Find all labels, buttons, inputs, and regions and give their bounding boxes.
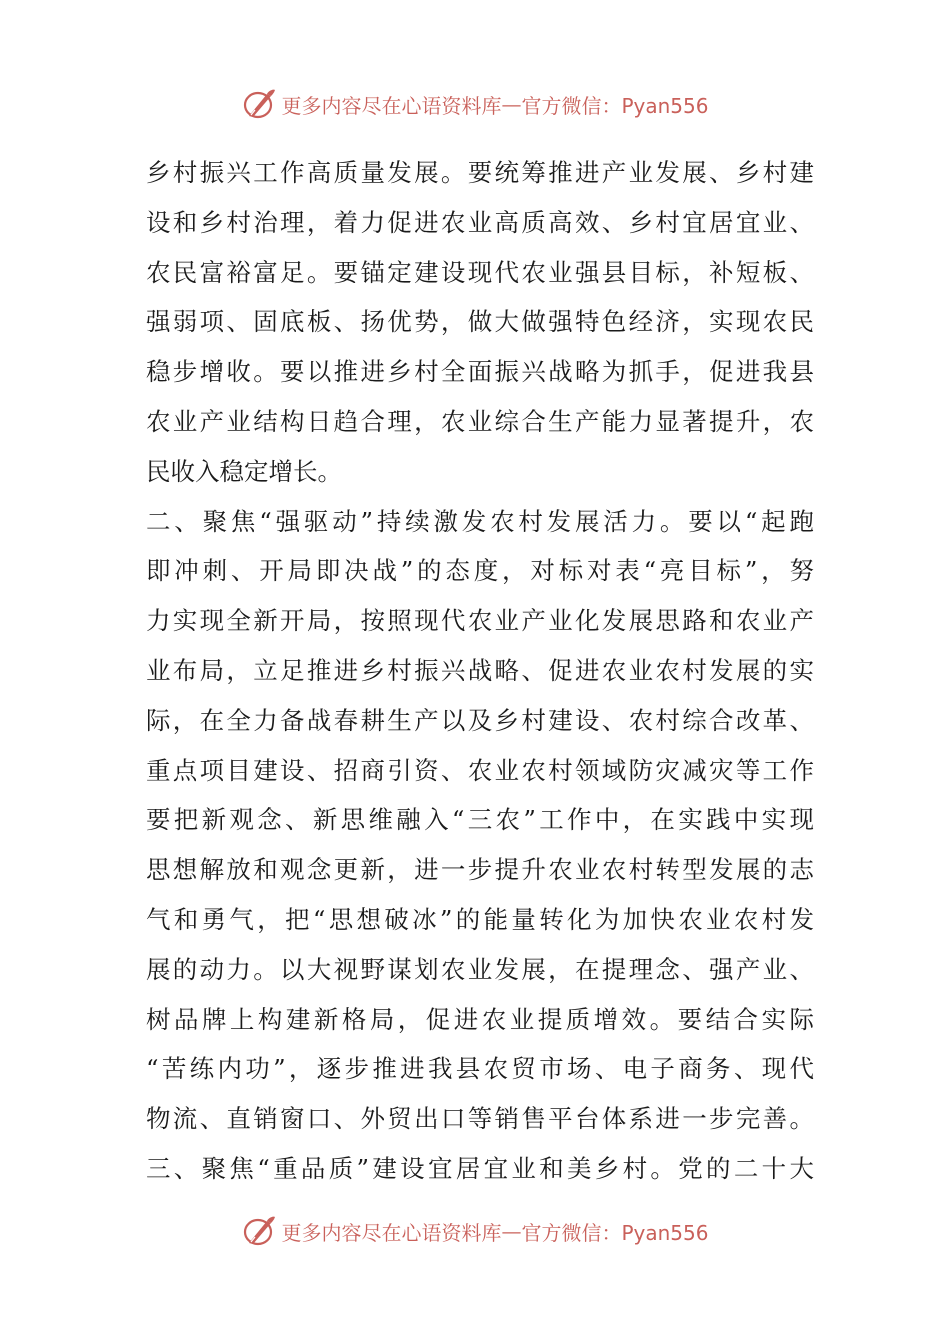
footer-dash: — [501, 1219, 522, 1243]
body-line: 展的动力。以大视野谋划农业发展，在提理念、强产业、 [146, 954, 814, 984]
quill-pen-logo-icon [241, 1213, 277, 1249]
section-heading-line: 二、聚焦“强驱动”持续激发农村发展活力。要以“起跑 [146, 506, 814, 536]
body-line: 乡村振兴工作高质量发展。要统筹推进产业发展、乡村建 [146, 158, 814, 187]
quill-pen-logo-icon [241, 86, 277, 122]
body-line: 重点项目建设、招商引资、农业农村领域防灾减灾等工作 [146, 755, 814, 785]
header-brand-text: 更多内容尽在心语资料库 [281, 93, 502, 118]
body-line: 设和乡村治理，着力促进农业高质高效、乡村宜居宜业、 [146, 207, 814, 237]
body-line: 农民富裕富足。要锚定建设现代农业强县目标，补短板、 [146, 257, 814, 287]
body-line: 业布局，立足推进乡村振兴战略、促进农业农村发展的实 [146, 655, 814, 685]
footer-brand-text: 更多内容尽在心语资料库 [281, 1220, 502, 1245]
body-line: 力实现全新开局，按照现代农业产业化发展思路和农业产 [146, 606, 814, 636]
header-official-wechat: 官方微信：Pyan556 [521, 93, 709, 118]
body-line: 即冲刺、开局即决战”的态度，对标对表“亮目标”，努 [146, 556, 814, 586]
body-line: 思想解放和观念更新，进一步提升农业农村转型发展的志 [146, 855, 814, 885]
body-line: 气和勇气，把“思想破冰”的能量转化为加快农业农村发 [146, 904, 814, 934]
body-line: 物流、直销窗口、外贸出口等销售平台体系进一步完善。 [146, 1104, 814, 1134]
body-line: 农业产业结构日趋合理，农业综合生产能力显著提升，农 [146, 406, 814, 436]
body-line: 树品牌上构建新格局，促进农业提质增效。要结合实际 [146, 1004, 814, 1034]
body-line: 民收入稳定增长。 [146, 456, 342, 486]
footer-official-wechat: 官方微信：Pyan556 [521, 1220, 709, 1245]
body-line: 强弱项、固底板、扬优势，做大做强特色经济，实现农民 [146, 307, 814, 337]
document-body [146, 148, 814, 1194]
body-line: “苦练内功”，逐步推进我县农贸市场、电子商务、现代 [146, 1054, 814, 1084]
header-watermark [0, 82, 950, 126]
body-line: 稳步增收。要以推进乡村全面振兴战略为抓手，促进我县 [146, 357, 814, 387]
body-line: 际，在全力备战春耕生产以及乡村建设、农村综合改革、 [146, 705, 814, 735]
body-line: 要把新观念、新思维融入“三农”工作中，在实践中实现 [146, 805, 814, 835]
header-dash: — [501, 92, 522, 116]
section-heading-line: 三、聚焦“重品质”建设宜居宜业和美乡村。党的二十大 [146, 1153, 814, 1183]
footer-watermark [0, 1209, 950, 1253]
